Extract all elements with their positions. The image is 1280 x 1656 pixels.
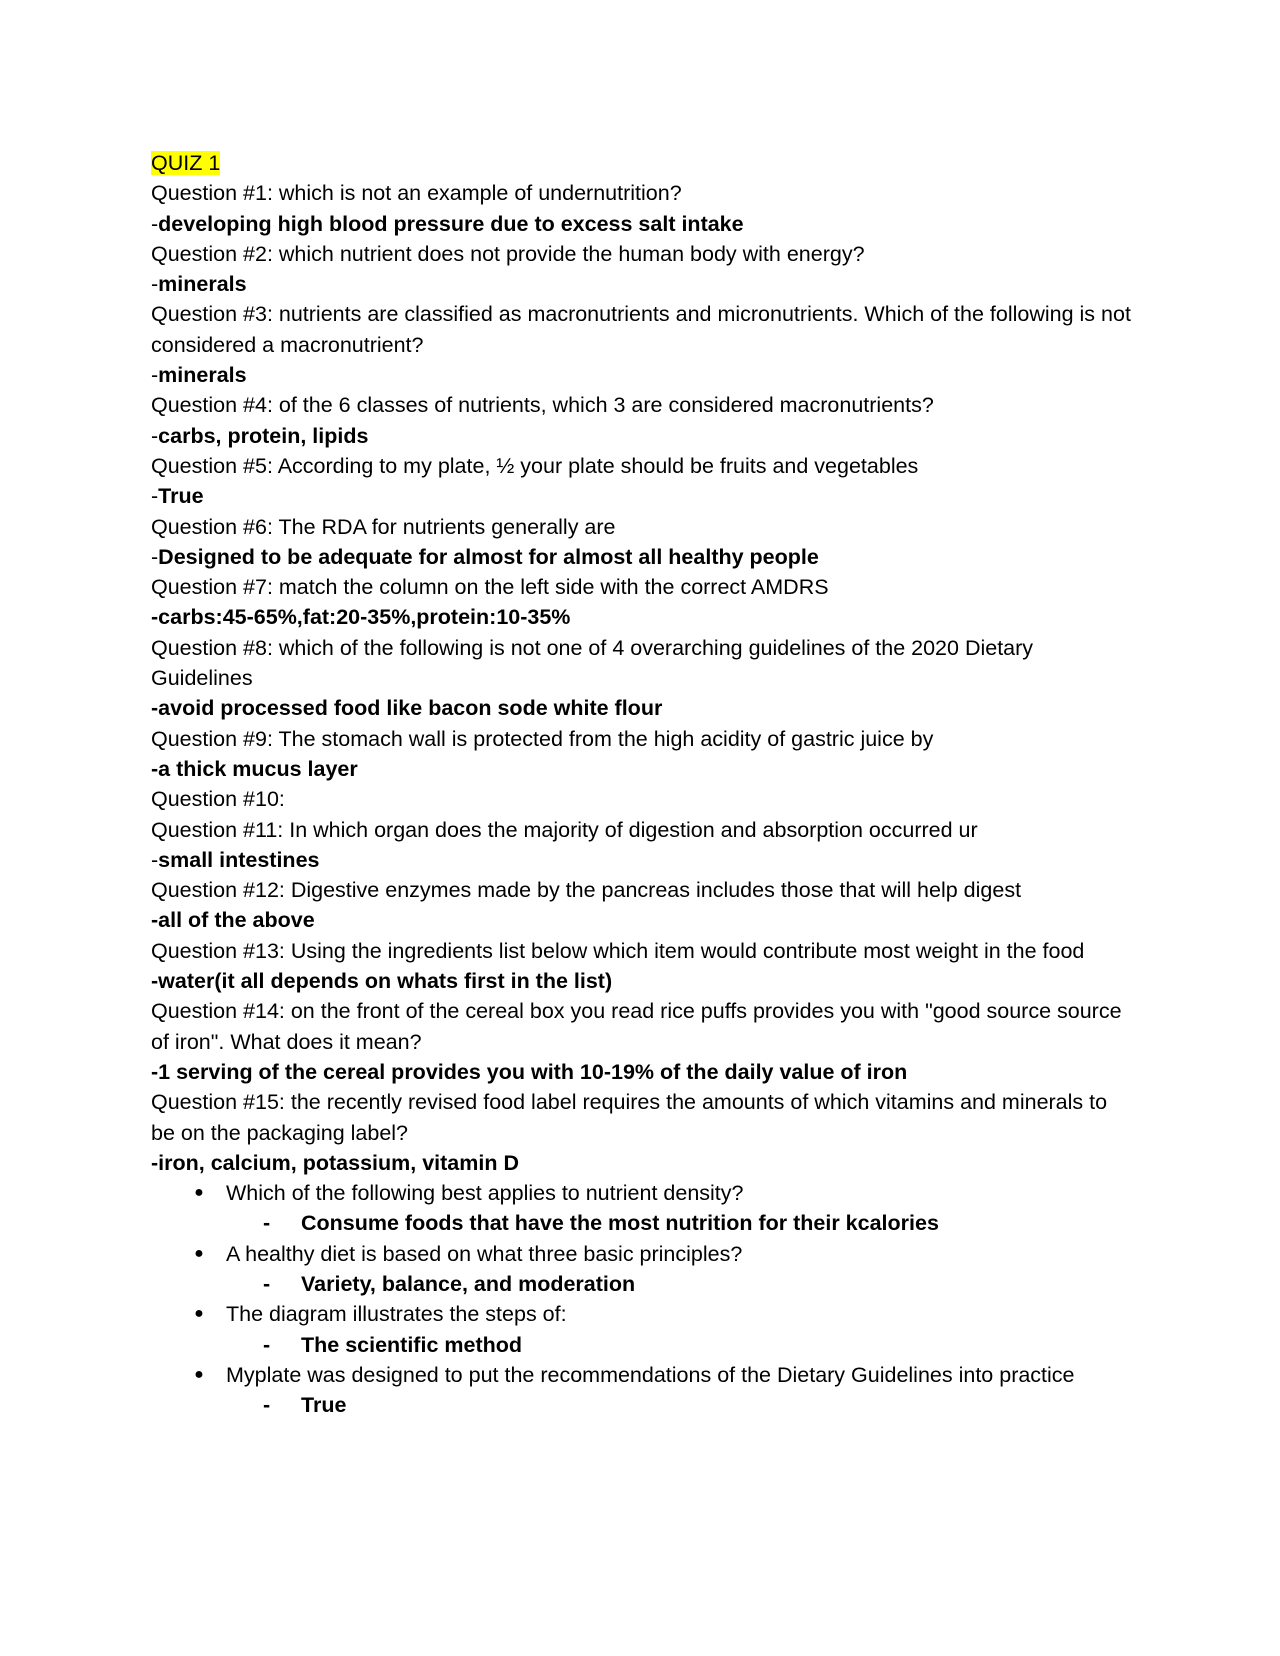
answer-line — [151, 905, 1131, 935]
answer-dash: - — [151, 908, 159, 933]
question-line: Question #15: the recently revised food label requires the amounts of which vitamins and minerals to be on the packaging label? — [151, 1090, 1108, 1145]
bullet-answer-dash: - — [263, 1332, 271, 1357]
answer-text: minerals — [158, 363, 247, 388]
question-line: Question #3: nutrients are classified as macronutrients and micronutrients. Which of the following is not considered a macronutrient? — [151, 302, 1131, 357]
answer-line — [151, 209, 1131, 239]
answer-line — [151, 754, 1131, 784]
answer-dash: - — [151, 272, 159, 297]
bullet-question — [151, 1299, 1131, 1329]
bullet-answer-text: Variety, balance, and moderation — [301, 1271, 636, 1296]
bullet-answer-text: True — [301, 1393, 347, 1418]
answer-dash: - — [151, 363, 159, 388]
answer-text: avoid processed food like bacon sode white flour — [158, 696, 663, 721]
bullet-answer — [151, 1269, 1131, 1299]
bullet-question-text: Which of the following best applies to nutrient density? — [226, 1181, 744, 1206]
answer-text: carbs:45-65%,fat:20-35%,protein:10-35% — [158, 605, 571, 630]
question-line: Question #10: — [151, 787, 285, 812]
answer-dash: - — [151, 969, 159, 994]
bullet-answer-dash: - — [263, 1271, 271, 1296]
answer-line — [151, 360, 1131, 390]
quiz-title — [151, 148, 1131, 178]
answer-text: all of the above — [158, 908, 315, 933]
bullet-dot-icon: ● — [194, 1305, 204, 1323]
answer-text: developing high blood pressure due to excess salt intake — [158, 211, 744, 236]
bullet-answer-text: The scientific method — [301, 1332, 523, 1357]
answer-line — [151, 602, 1131, 632]
question-line: Question #7: match the column on the left side with the correct AMDRS — [151, 575, 829, 600]
bullet-list — [151, 1178, 1131, 1420]
answer-line — [151, 1148, 1131, 1178]
answer-text: 1 serving of the cereal provides you with 10-19% of the daily value of iron — [158, 1059, 908, 1084]
document-body — [151, 148, 1131, 1420]
answer-text: small intestines — [158, 847, 320, 872]
answer-dash: - — [151, 423, 159, 448]
answer-dash: - — [151, 756, 159, 781]
question-line: Question #6: The RDA for nutrients generally are — [151, 514, 616, 539]
answer-text: a thick mucus layer — [158, 756, 358, 781]
quiz-title-text: QUIZ 1 — [151, 151, 221, 175]
answer-dash: - — [151, 544, 159, 569]
answer-text: minerals — [158, 272, 247, 297]
answer-line — [151, 421, 1131, 451]
question-line: Question #1: which is not an example of undernutrition? — [151, 181, 682, 206]
question-line: Question #13: Using the ingredients list below which item would contribute most weight in the food — [151, 938, 1085, 963]
question-line: Question #2: which nutrient does not provide the human body with energy? — [151, 241, 865, 266]
question-line: Question #12: Digestive enzymes made by the pancreas includes those that will help digest — [151, 878, 1022, 903]
bullet-question — [151, 1178, 1131, 1208]
answer-dash: - — [151, 1150, 159, 1175]
answer-line — [151, 1057, 1131, 1087]
answer-text: Designed to be adequate for almost for almost all healthy people — [158, 544, 819, 569]
bullet-question — [151, 1239, 1131, 1269]
answer-dash: - — [151, 696, 159, 721]
answer-text: iron, calcium, potassium, vitamin D — [158, 1150, 519, 1175]
answer-dash: - — [151, 1059, 159, 1084]
bullet-answer — [151, 1208, 1131, 1238]
answer-line — [151, 269, 1131, 299]
bullet-question-text: The diagram illustrates the steps of: — [226, 1302, 567, 1327]
answer-line — [151, 542, 1131, 572]
answer-text: carbs, protein, lipids — [158, 423, 369, 448]
question-line: Question #14: on the front of the cereal box you read rice puffs provides you with "good source source of iron". What does it mean? — [151, 999, 1122, 1054]
question-line: Question #8: which of the following is not one of 4 overarching guidelines of the 2020 Dietary Guidelines — [151, 635, 1034, 691]
bullet-dot-icon: ● — [194, 1244, 204, 1262]
bullet-dot-icon: ● — [194, 1184, 204, 1202]
answer-line — [151, 845, 1131, 875]
answer-dash: - — [151, 605, 159, 630]
answer-dash: - — [151, 211, 159, 236]
answer-text: water(it all depends on whats first in the list) — [158, 969, 613, 994]
answer-dash: - — [151, 484, 159, 509]
question-line: Question #11: In which organ does the majority of digestion and absorption occurred ur — [151, 817, 978, 842]
bullet-dot-icon: ● — [194, 1365, 204, 1383]
bullet-answer — [151, 1390, 1131, 1420]
answer-line — [151, 693, 1131, 723]
bullet-answer-dash: - — [263, 1211, 271, 1236]
bullet-question-text: Myplate was designed to put the recommendations of the Dietary Guidelines into practice — [226, 1362, 1075, 1387]
answer-dash: - — [151, 847, 159, 872]
bullet-answer — [151, 1330, 1131, 1360]
answer-text: True — [158, 484, 204, 509]
question-line: Question #4: of the 6 classes of nutrients, which 3 are considered macronutrients? — [151, 393, 934, 418]
bullet-question-text: A healthy diet is based on what three basic principles? — [226, 1241, 743, 1266]
answer-line — [151, 481, 1131, 511]
question-line: Question #9: The stomach wall is protected from the high acidity of gastric juice by — [151, 726, 934, 751]
bullet-answer-dash: - — [263, 1393, 271, 1418]
bullet-question — [151, 1360, 1131, 1390]
answer-line — [151, 966, 1131, 996]
bullet-answer-text: Consume foods that have the most nutrition for their kcalories — [301, 1211, 939, 1236]
question-line: Question #5: According to my plate, ½ your plate should be fruits and vegetables — [151, 453, 919, 478]
